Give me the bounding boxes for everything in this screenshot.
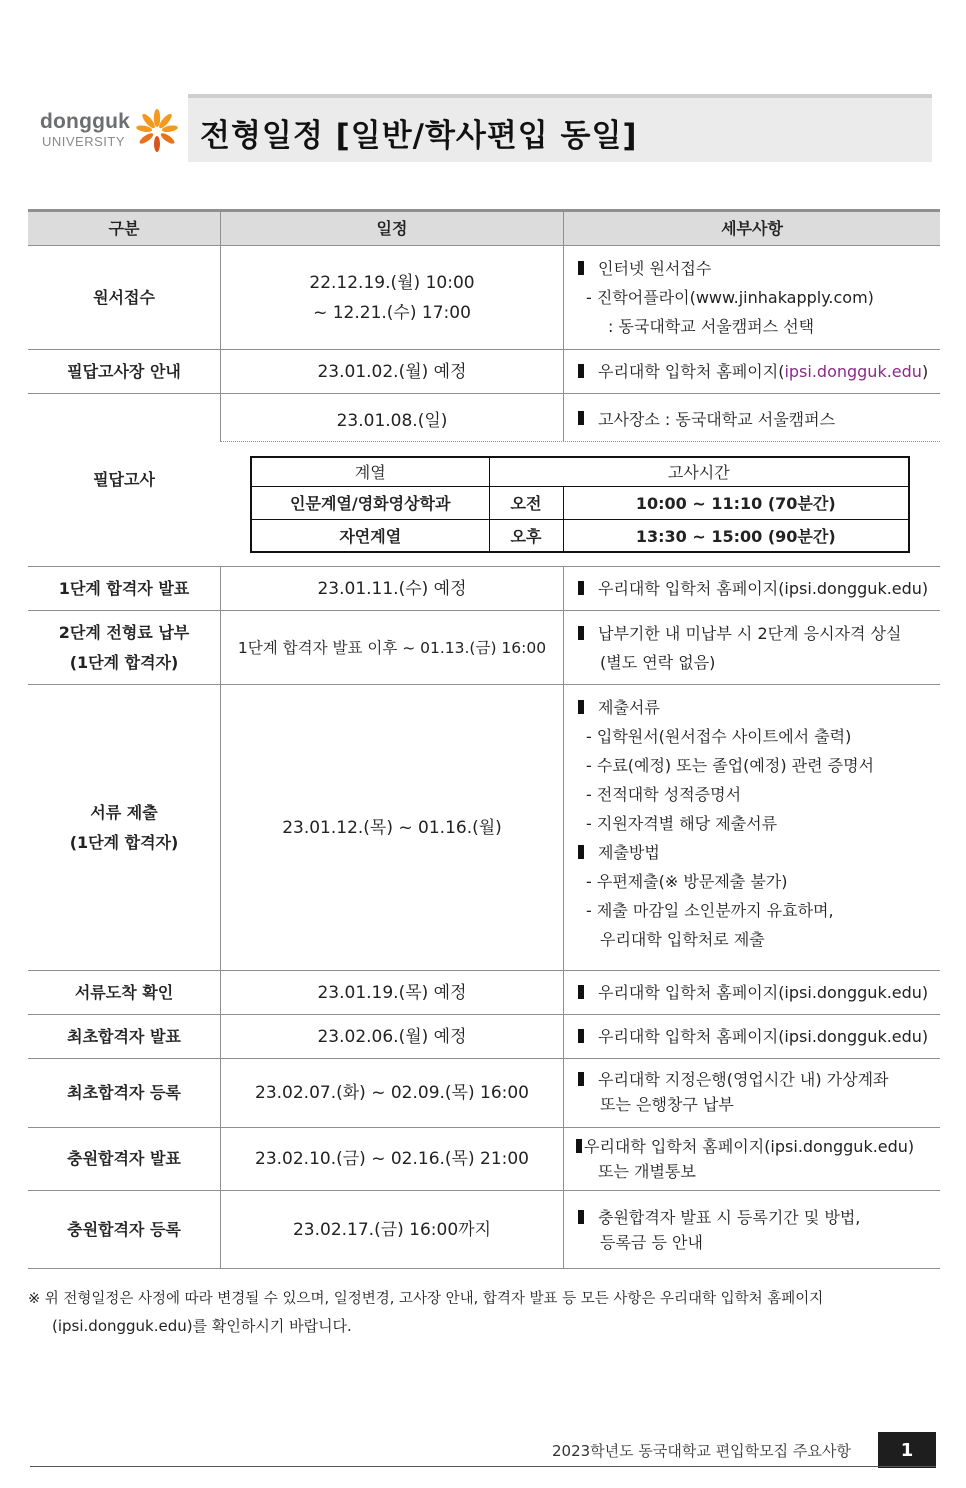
admissions-link[interactable]: ipsi.dongguk.edu	[784, 362, 922, 381]
exam-header-track: 계열	[251, 457, 489, 486]
row-details: 인터넷 원서접수 - 진학어플라이(www.jinhakapply.com) : 동국대학교 서울캠퍼스 선택	[564, 246, 940, 349]
row-label: 충원합격자 등록	[67, 1219, 181, 1239]
square-bullet-icon	[576, 1139, 582, 1153]
exam-session: 오후	[489, 519, 563, 552]
row-date: 23.02.06.(월) 예정	[220, 1015, 564, 1058]
note-line: ※ 위 전형일정은 사정에 따라 변경될 수 있으며, 일정변경, 고사장 안내, 합격자 발표 등 모든 사항은 우리대학 입학처 홈페이지	[28, 1291, 824, 1307]
row-date: 23.01.02.(월) 예정	[220, 350, 564, 393]
square-bullet-icon	[578, 626, 584, 640]
footer-divider	[30, 1466, 936, 1467]
exam-header-time: 고사시간	[489, 457, 909, 486]
footer-title: 2023학년도 동국대학교 편입학모집 주요사항	[552, 1442, 851, 1460]
square-bullet-icon	[578, 1210, 584, 1224]
row-label: 최초합격자 등록	[67, 1083, 181, 1102]
square-bullet-icon	[578, 985, 584, 999]
exam-session: 오전	[489, 486, 563, 519]
table-row	[28, 971, 940, 1015]
row-label: 최초합격자 발표	[67, 1026, 181, 1046]
row-details: 우리대학 입학처 홈페이지(ipsi.dongguk.edu)	[564, 350, 940, 393]
table-row	[28, 1059, 940, 1128]
row-date: 23.01.19.(목) 예정	[220, 971, 564, 1014]
square-bullet-icon	[578, 411, 584, 425]
row-date: 23.01.12.(목) ~ 01.16.(월)	[220, 685, 564, 970]
row-date: 23.02.10.(금) ~ 02.16.(목) 21:00	[220, 1128, 564, 1190]
row-date: 22.12.19.(월) 10:00 ~ 12.21.(수) 17:00	[220, 246, 564, 349]
row-date: 23.02.07.(화) ~ 02.09.(목) 16:00	[220, 1059, 564, 1127]
square-bullet-icon	[578, 1072, 584, 1086]
logo-wordmark: dongguk	[40, 110, 131, 133]
header-schedule: 일정	[220, 212, 564, 245]
square-bullet-icon	[578, 845, 584, 859]
exam-time-table	[250, 456, 910, 553]
row-date: 23.02.17.(금) 16:00까지	[220, 1191, 564, 1268]
row-details: 우리대학 입학처 홈페이지(ipsi.dongguk.edu)	[564, 567, 940, 610]
row-label: 필답고사	[93, 470, 155, 489]
row-label: 2단계 전형료 납부 (1단계 합격자)	[58, 622, 190, 672]
lotus-logo-icon	[134, 108, 180, 154]
row-label: 1단계 합격자 발표	[58, 578, 190, 598]
exam-track: 인문계열/영화영상학과	[251, 486, 489, 519]
schedule-note	[28, 1286, 940, 1340]
square-bullet-icon	[578, 700, 584, 714]
row-date: 1단계 합격자 발표 이후 ~ 01.13.(금) 16:00	[220, 611, 564, 684]
table-row	[28, 1128, 940, 1191]
row-label: 필답고사장 안내	[67, 361, 181, 381]
square-bullet-icon	[578, 1029, 584, 1043]
table-row	[28, 1191, 940, 1269]
table-row	[28, 611, 940, 685]
exam-track: 자연계열	[251, 519, 489, 552]
square-bullet-icon	[578, 261, 584, 275]
table-row	[28, 1015, 940, 1059]
exam-time: 10:00 ~ 11:10 (70분간)	[563, 486, 909, 519]
table-header-row	[28, 209, 940, 246]
row-label: 원서접수	[93, 287, 155, 307]
university-logo	[40, 108, 180, 158]
note-line: (ipsi.dongguk.edu)를 확인하시기 바랍니다.	[52, 1317, 352, 1335]
table-row	[28, 567, 940, 611]
row-details: 납부기한 내 미납부 시 2단계 응시자격 상실 (별도 연락 없음)	[564, 611, 940, 684]
logo-subtitle: UNIVERSITY	[42, 134, 126, 149]
square-bullet-icon	[578, 364, 584, 378]
exam-date-strip	[220, 394, 940, 442]
row-details: 제출서류 - 입학원서(원서접수 사이트에서 출력) - 수료(예정) 또는 졸업(예정) 관련 증명서 - 전적대학 성적증명서 - 지원자격별 해당 제출서류 제출방법 - 우편제출(※ 방문제출 불가) - 제출 마감일 소인분까지 유효하며, 우리대학 입학처로 제출	[564, 685, 940, 970]
row-details: 우리대학 입학처 홈페이지(ipsi.dongguk.edu)	[564, 1015, 940, 1058]
title-banner	[188, 94, 932, 162]
row-details: 우리대학 입학처 홈페이지(ipsi.dongguk.edu) 또는 개별통보	[564, 1128, 940, 1190]
row-date: 23.01.08.(일)	[220, 394, 564, 442]
row-date: 23.01.11.(수) 예정	[220, 567, 564, 610]
table-row	[28, 350, 940, 394]
page-title: 전형일정 [일반/학사편입 동일]	[200, 118, 638, 154]
row-details: 우리대학 입학처 홈페이지(ipsi.dongguk.edu)	[564, 971, 940, 1014]
row-label: 서류도착 확인	[74, 982, 174, 1002]
header-details: 세부사항	[721, 219, 783, 238]
row-details: 우리대학 지정은행(영업시간 내) 가상계좌 또는 은행창구 납부	[564, 1059, 940, 1127]
square-bullet-icon	[578, 581, 584, 595]
row-details: 충원합격자 발표 시 등록기간 및 방법, 등록금 등 안내	[564, 1191, 940, 1268]
page-number: 1	[878, 1432, 936, 1468]
row-label: 충원합격자 발표	[67, 1149, 181, 1168]
exam-time: 13:30 ~ 15:00 (90분간)	[563, 519, 909, 552]
table-row	[28, 394, 940, 567]
row-label: 서류 제출 (1단계 합격자)	[69, 802, 179, 852]
table-row	[28, 246, 940, 350]
header-category: 구분	[108, 218, 140, 238]
row-details: 고사장소 : 동국대학교 서울캠퍼스	[564, 394, 940, 442]
table-row	[28, 685, 940, 971]
